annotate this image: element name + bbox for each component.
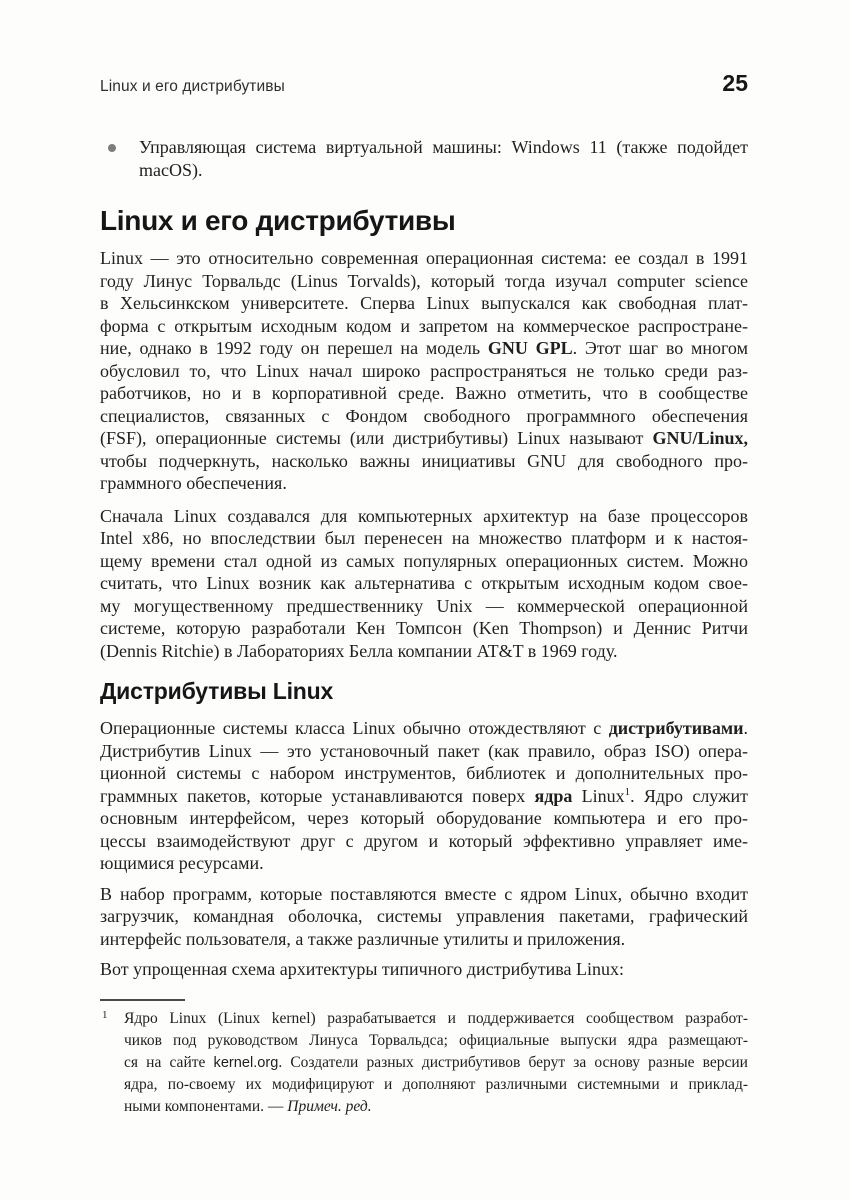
text-line: специалистов, связанных с Фондом свободного программного обеспечения [100, 405, 748, 426]
section-title: Linux и его дистрибутивы [100, 205, 456, 236]
paragraph-scheme-lead-in [100, 958, 748, 981]
text-line: ся на сайте kernel.org. Создатели разных дистрибутивов берут за основу разные версии [124, 1053, 748, 1071]
text-line: чтобы подчеркнуть, насколько важны инициативы GNU для свободного про- [100, 450, 748, 471]
bullet-item-text [139, 136, 748, 182]
text-line: (Dennis Ritchie) в Лабораториях Белла компании AT&T в 1969 году. [100, 640, 618, 661]
footnote [100, 1008, 748, 1118]
text-line: основным интерфейсом, через который оборудование компьютера и его про- [100, 808, 748, 828]
page-number: 25 [722, 70, 748, 96]
text-line: (FSF), операционные системы (или дистрибутивы) Linux называют GNU/Linux, [100, 428, 748, 448]
text-line: ными компонентами. — Примеч. ред. [124, 1097, 372, 1115]
text-line: граммных пакетов, которые устанавливаются поверх ядра Linux$^1$. Ядро служит [100, 785, 749, 806]
text-line: щему времени стал одной из самых популярных операционных систем. Можно [100, 550, 748, 571]
text-line: ние, однако в 1992 году он перешел на модель GNU GPL. Этот шаг во многом [100, 338, 748, 358]
text-line: граммного обеспечения. [100, 473, 287, 493]
text-line: работчиков, но и в корпоративной среде. Важно отметить, что в сообществе [100, 383, 748, 403]
text-line: обусловил то, что Linux начал широко распространяться не только среди раз- [100, 360, 748, 381]
text-line: Intel x86, но впоследствии был перенесен на множество платформ и к настоя- [100, 528, 748, 548]
paragraph-intro [100, 247, 748, 495]
text-line: В набор программ, которые поставляются вместе с ядром Linux, обычно входит [100, 883, 748, 904]
text-line: му могущественному предшественнику Unix — коммерческой операционной [100, 595, 748, 616]
paragraph-distributions [100, 717, 748, 875]
paragraph-history [100, 505, 748, 663]
text-line: интерфейс пользователя, а также различные утилиты и приложения. [100, 928, 626, 949]
subsection-title: Дистрибутивы Linux [100, 678, 334, 704]
text-line: считать, что Linux возник как альтернатива с открытым исходным кодом свое- [100, 573, 748, 593]
bullet-icon [108, 144, 116, 152]
footnote-block [100, 999, 748, 1118]
footnote-divider [100, 999, 185, 1001]
text-line: чиков под руководством Линуса Торвальдса; официальные выпуски ядра размещают- [124, 1031, 748, 1049]
footnote-marker: 1 [102, 1008, 108, 1021]
text-line: ядра, по-своему их модифицируют и дополняют различными системными и приклад- [124, 1075, 748, 1093]
text-line: Linux — это относительно современная операционная система: ее создал в 1991 [100, 248, 748, 268]
text-line: Сначала Linux создавался для компьютерных архитектур на базе процессоров [100, 505, 748, 526]
text-line: ционной системы с набором инструментов, библиотек и дополнительных про- [100, 763, 748, 783]
footnote-text [124, 1008, 748, 1118]
text-line: цессы взаимодействуют друг с другом и который эффективно управляет име- [100, 830, 748, 851]
text-line: форма с открытым исходным кодом и запретом на коммерческое распростране- [100, 315, 748, 336]
paragraph-software-set [100, 883, 748, 951]
text-line: году Линус Торвальдс (Linus Torvalds), который тогда изучал computer science [100, 270, 748, 291]
running-header-title: Linux и его дистрибутивы [100, 78, 285, 95]
text-line: Дистрибутив Linux — это установочный пакет (как правило, образ ISO) опера- [100, 740, 748, 761]
text-line: Ядро Linux (Linux kernel) разрабатывается и поддерживается сообществом разработ- [124, 1009, 748, 1027]
page-content [100, 0, 748, 1118]
bullet-item [100, 136, 748, 182]
running-header [100, 0, 748, 96]
text-line: в Хельсинкском университете. Сперва Linux выпускался как свободная плат- [100, 293, 748, 313]
text-line: macOS). [139, 160, 203, 180]
text-line: Операционные системы класса Linux обычно отождествляют с дистрибутивами. [100, 718, 748, 738]
text-line: Вот упрощенная схема архитектуры типичного дистрибутива Linux: [100, 959, 625, 979]
text-line: ющимися ресурсами. [100, 853, 264, 873]
text-line: Управляющая система виртуальной машины: Windows 11 (также подойдет [139, 137, 748, 157]
text-line: загрузчик, командная оболочка, системы управления пакетами, графический [100, 906, 748, 926]
text-line: системе, которую разработали Кен Томпсон (Ken Thompson) и Деннис Ритчи [100, 618, 748, 638]
